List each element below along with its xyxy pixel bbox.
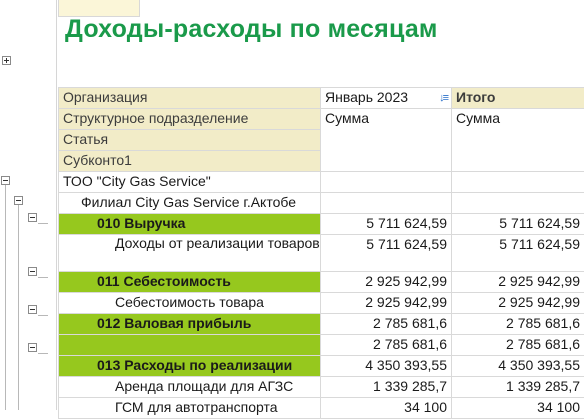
header-column-total[interactable]: Итого (452, 88, 584, 109)
header-column-sum: Сумма (321, 109, 452, 172)
table-row-detail[interactable] (59, 235, 584, 272)
header-column-label: Январь 2023 (325, 89, 408, 105)
row-value-total: 2 925 942,99 (452, 272, 584, 293)
header-row-division (59, 109, 584, 130)
row-value-january: 4 350 393,55 (321, 356, 452, 377)
table-row-org[interactable] (59, 172, 584, 193)
row-label: Аренда площади для АГЗС (59, 377, 321, 398)
table-row-detail[interactable] (59, 398, 584, 419)
row-value-january: 2 785 681,6 (321, 335, 452, 356)
tree-line (5, 185, 6, 410)
table-row-group[interactable] (59, 214, 584, 235)
row-value-total: 2 785 681,6 (452, 335, 584, 356)
tree-line (38, 353, 48, 354)
collapse-group-012-icon[interactable] (28, 305, 37, 314)
row-value-total: 5 711 624,59 (452, 235, 584, 272)
collapse-group-011-icon[interactable] (28, 267, 37, 276)
tree-line (38, 315, 48, 316)
table-row-group[interactable] (59, 314, 584, 335)
collapse-group-013-icon[interactable] (28, 343, 37, 352)
gutter-divider (56, 0, 57, 410)
table-row-detail[interactable] (59, 335, 584, 356)
collapse-group-010-icon[interactable] (28, 213, 37, 222)
tree-line (38, 223, 48, 224)
row-value-total: 2 785 681,6 (452, 314, 584, 335)
row-label: ГСМ для автотранспорта (59, 398, 321, 419)
row-value-january (321, 193, 452, 214)
row-value-total: 2 925 942,99 (452, 293, 584, 314)
header-row-organization (59, 88, 584, 109)
header-label: Статья (59, 130, 321, 151)
table-row-group[interactable] (59, 272, 584, 293)
table-row-detail[interactable] (59, 377, 584, 398)
row-value-total (452, 172, 584, 193)
row-label: Филиал City Gas Service г.Актобе (59, 193, 321, 214)
table-row-branch[interactable] (59, 193, 584, 214)
row-label: 013 Расходы по реализации (59, 356, 321, 377)
table-row-group[interactable] (59, 356, 584, 377)
row-value-total: 1 339 285,7 (452, 377, 584, 398)
row-label: 012 Валовая прибыль (59, 314, 321, 335)
row-value-total: 34 100 (452, 398, 584, 419)
row-value-january: 5 711 624,59 (321, 214, 452, 235)
row-value-total: 5 711 624,59 (452, 214, 584, 235)
report-title: Доходы-расходы по месяцам (65, 15, 438, 44)
row-label (59, 335, 321, 356)
sort-ascending-icon[interactable]: ↓≡ (439, 89, 447, 107)
row-value-january: 5 711 624,59 (321, 235, 452, 272)
header-label: Субконто1 (59, 151, 321, 172)
report-table (58, 87, 584, 419)
table-row-detail[interactable] (59, 293, 584, 314)
expand-all-icon[interactable] (2, 56, 11, 65)
row-value-january: 1 339 285,7 (321, 377, 452, 398)
header-label: Организация (59, 88, 321, 109)
row-label: Себестоимость товара (59, 293, 321, 314)
row-value-january: 2 925 942,99 (321, 293, 452, 314)
row-value-january: 2 785 681,6 (321, 314, 452, 335)
header-column-sum: Сумма (452, 109, 584, 172)
row-value-january: 34 100 (321, 398, 452, 419)
header-label: Структурное подразделение (59, 109, 321, 130)
row-value-january (321, 172, 452, 193)
tree-line (38, 277, 48, 278)
tree-gutter (0, 0, 58, 410)
row-value-total (452, 193, 584, 214)
collapse-branch-icon[interactable] (14, 196, 23, 205)
row-label: Доходы от реализации товаров (59, 235, 321, 272)
row-value-january: 2 925 942,99 (321, 272, 452, 293)
row-label: 010 Выручка (59, 214, 321, 235)
tree-line (18, 205, 19, 410)
row-value-total: 4 350 393,55 (452, 356, 584, 377)
row-label: 011 Себестоимость (59, 272, 321, 293)
collapse-org-icon[interactable] (1, 176, 10, 185)
row-label: ТОО "City Gas Service" (59, 172, 321, 193)
header-column-january[interactable] (321, 88, 452, 109)
